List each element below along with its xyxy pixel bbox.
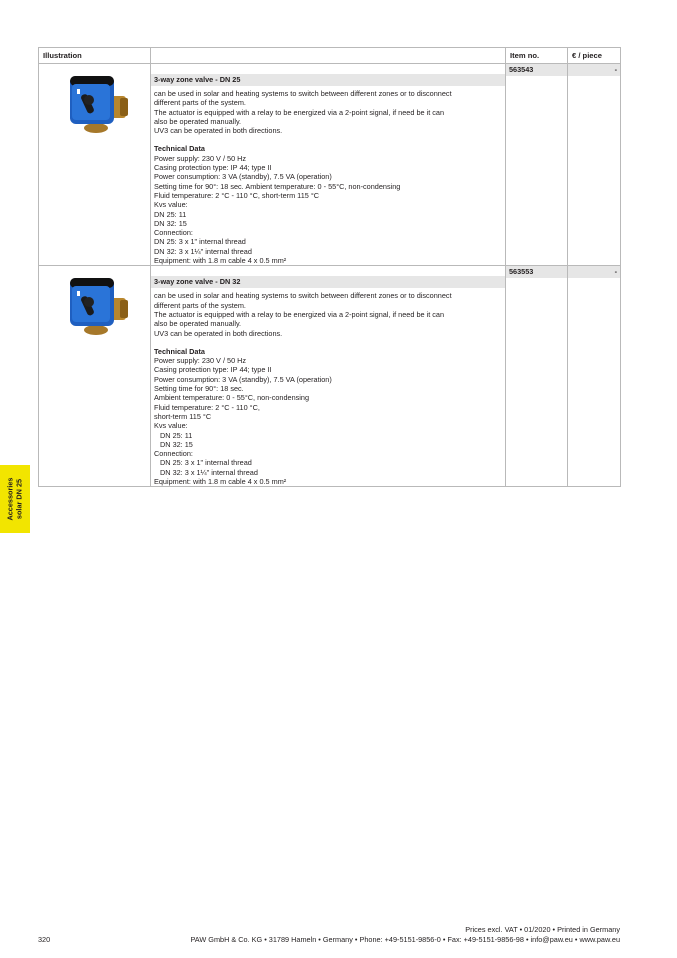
tech-line: DN 25: 11 bbox=[160, 430, 193, 440]
price-value: - bbox=[568, 266, 620, 278]
tech-line: DN 32: 3 x 1¼" internal thread bbox=[160, 467, 258, 477]
product-description bbox=[151, 86, 505, 265]
illustration-cell bbox=[39, 266, 151, 487]
product-row bbox=[39, 64, 621, 266]
tech-line: Connection: bbox=[154, 228, 193, 238]
item-number: 563553 bbox=[506, 266, 567, 278]
description-line: The actuator is equipped with a relay to be energized via a 2-point signal, if need be it can bbox=[154, 107, 445, 117]
tech-line: DN 32: 15 bbox=[154, 218, 187, 228]
illustration-cell bbox=[39, 64, 151, 266]
tech-line: Kvs value: bbox=[154, 421, 188, 431]
footer bbox=[190, 925, 620, 945]
tech-line: Fluid temperature: 2 °C - 110 °C, short-term 115 °C bbox=[154, 190, 320, 200]
tech-line: Power consumption: 3 VA (standby), 7.5 VA (operation) bbox=[154, 374, 332, 384]
technical-data-heading: Technical Data bbox=[154, 144, 205, 154]
tech-line: DN 32: 3 x 1¼" internal thread bbox=[154, 246, 252, 256]
product-title: 3-way zone valve - DN 32 bbox=[151, 276, 505, 288]
item-no-cell bbox=[506, 266, 568, 487]
price-cell bbox=[568, 266, 621, 487]
item-number: 563543 bbox=[506, 64, 567, 76]
product-row bbox=[39, 266, 621, 487]
tech-line: Setting time for 90°: 18 sec. Ambient temperature: 0 - 55°C, non-condensing bbox=[154, 181, 401, 191]
tech-line: Connection: bbox=[154, 449, 193, 459]
side-tab-line-2: solar DN 25 bbox=[14, 478, 23, 520]
description-line: can be used in solar and heating systems to switch between different zones or to disconnect bbox=[154, 89, 452, 98]
tech-line: Equipment: with 1.8 m cable 4 x 0.5 mm² bbox=[154, 476, 287, 486]
description-line: also be operated manually. bbox=[154, 116, 242, 126]
price-value: - bbox=[568, 64, 620, 76]
header-item-no: Item no. bbox=[506, 48, 568, 64]
tech-line: DN 25: 3 x 1" internal thread bbox=[154, 237, 246, 247]
product-table bbox=[38, 47, 621, 487]
tech-line: Fluid temperature: 2 °C - 110 °C, bbox=[154, 402, 260, 412]
section-side-tab bbox=[0, 465, 30, 533]
tech-line: DN 25: 3 x 1" internal thread bbox=[160, 458, 252, 468]
zone-valve-image bbox=[56, 272, 134, 336]
description-line: different parts of the system. bbox=[154, 98, 246, 108]
tech-line: Casing protection type: IP 44; type II bbox=[154, 365, 272, 375]
tech-line: DN 25: 11 bbox=[154, 209, 187, 219]
tech-line: Setting time for 90°: 18 sec. bbox=[154, 384, 244, 394]
header-illustration: Illustration bbox=[39, 48, 151, 64]
tech-line: DN 32: 15 bbox=[160, 439, 193, 449]
tech-line: short-term 115 °C bbox=[154, 411, 212, 421]
tech-line: Power consumption: 3 VA (standby), 7.5 VA (operation) bbox=[154, 172, 332, 182]
zone-valve-image bbox=[56, 70, 134, 134]
description-line: can be used in solar and heating systems to switch between different zones or to disconnect bbox=[154, 291, 452, 301]
price-cell bbox=[568, 64, 621, 266]
tech-line: Kvs value: bbox=[154, 200, 188, 210]
description-line: UV3 can be operated in both directions. bbox=[154, 328, 283, 338]
product-description bbox=[151, 288, 505, 486]
tech-line: Power supply: 230 V / 50 Hz bbox=[154, 356, 247, 366]
description-line: UV3 can be operated in both directions. bbox=[154, 126, 283, 136]
product-details-cell bbox=[151, 64, 506, 266]
product-details-cell bbox=[151, 266, 506, 487]
description-line: The actuator is equipped with a relay to be energized via a 2-point signal, if need be it can bbox=[154, 309, 445, 319]
tech-line: Equipment: with 1.8 m cable 4 x 0.5 mm² bbox=[154, 256, 287, 266]
technical-data-heading: Technical Data bbox=[154, 346, 205, 356]
header-description bbox=[151, 48, 506, 64]
side-tab-line-1: Accessories bbox=[5, 477, 15, 521]
header-price: € / piece bbox=[568, 48, 621, 64]
footer-line-1: Prices excl. VAT • 01/2020 • Printed in Germany bbox=[465, 925, 620, 934]
tech-line: Power supply: 230 V / 50 Hz bbox=[154, 153, 247, 163]
tech-line: Casing protection type: IP 44; type II bbox=[154, 163, 272, 173]
description-line: different parts of the system. bbox=[154, 300, 246, 310]
footer-line-2: PAW GmbH & Co. KG • 31789 Hameln • Germany • Phone: +49-5151-9856-0 • Fax: +49-5151-9856-98 • info@paw.eu • www.paw.eu bbox=[190, 935, 620, 944]
description-line: also be operated manually. bbox=[154, 319, 242, 329]
page-number: 320 bbox=[38, 935, 51, 944]
tech-line: Ambient temperature: 0 - 55°C, non-condensing bbox=[154, 393, 310, 403]
table-header-row bbox=[39, 48, 621, 64]
item-no-cell bbox=[506, 64, 568, 266]
product-title: 3-way zone valve - DN 25 bbox=[151, 74, 505, 86]
